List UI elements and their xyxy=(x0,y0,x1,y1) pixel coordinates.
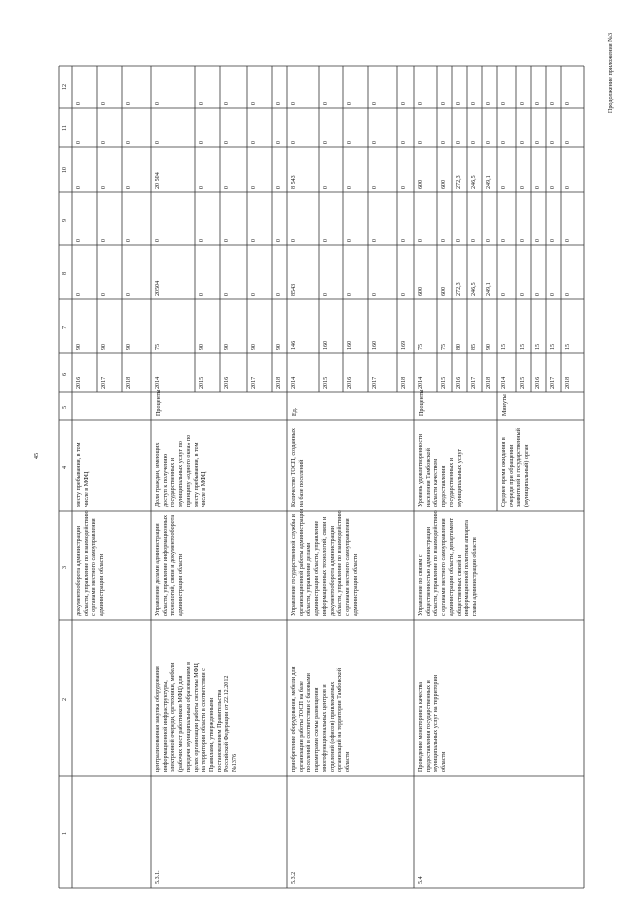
header-note: Продолжение приложения №3 xyxy=(606,32,614,114)
value-cell: 0 xyxy=(471,238,477,242)
value-cell: 0 xyxy=(126,101,132,105)
activity-name: передачи муниципальным образованиям в xyxy=(185,662,192,772)
value-cell: 0 xyxy=(347,292,353,296)
year-cell: 2017 xyxy=(372,376,378,389)
year-cell: 2014 xyxy=(501,376,507,389)
value-cell: 0 xyxy=(101,140,107,144)
value-cell: 0 xyxy=(565,185,571,189)
value-cell: 0 xyxy=(199,292,205,296)
year-cell: 2014 xyxy=(418,376,424,389)
executor: с органами местного самоуправления xyxy=(91,518,98,616)
column-number-8: 8 xyxy=(62,271,68,275)
activity-name: отделений (офисов) привлекаемых xyxy=(329,681,336,772)
value-cell: 0 xyxy=(251,101,257,105)
executor: главы администрации области xyxy=(471,537,478,616)
value-cell: 0 xyxy=(550,238,556,242)
value-cell: 90 xyxy=(251,343,257,350)
value-cell: 0 xyxy=(372,101,378,105)
activity-name: поселений в соответствии с базовыми xyxy=(306,673,313,772)
column-number-9: 9 xyxy=(62,218,68,222)
activity-name: целях организации работы системы МФЦ xyxy=(193,663,200,772)
indicator-name: очереди при обращении xyxy=(508,444,515,507)
executor: Управление делами администрации xyxy=(155,523,161,616)
column-number-5: 5 xyxy=(62,405,68,409)
value-cell: 15 xyxy=(535,343,541,350)
value-cell: 0 xyxy=(456,140,462,144)
year-cell: 2016 xyxy=(535,376,541,389)
value-cell: 600 xyxy=(441,179,447,189)
indicator-name: (муниципальный) орган xyxy=(524,444,531,507)
column-number-11: 11 xyxy=(62,124,68,131)
value-cell: 0 xyxy=(486,238,492,242)
value-cell: 0 xyxy=(251,238,257,242)
activity-name: организаций на территории Тамбовской xyxy=(337,668,344,772)
value-cell: 272,3 xyxy=(456,175,462,189)
row-number: 5.4 xyxy=(418,876,424,884)
year-cell: 2017 xyxy=(550,376,556,389)
value-cell: 0 xyxy=(441,140,447,144)
executor: информационных технологий, связи и xyxy=(321,516,328,616)
value-cell: 0 xyxy=(291,238,297,242)
value-cell: 0 xyxy=(76,140,82,144)
value-cell: 0 xyxy=(347,185,353,189)
value-cell: 600 xyxy=(441,286,447,296)
value-cell: 0 xyxy=(550,140,556,144)
indicator-name: заявителей в государственный xyxy=(516,428,523,507)
executor: документооборота администрации xyxy=(76,525,82,616)
year-cell: 2018 xyxy=(401,376,407,389)
value-cell: 0 xyxy=(224,292,230,296)
value-cell: 272,3 xyxy=(456,282,462,296)
value-cell: 160 xyxy=(323,340,329,350)
column-number-7: 7 xyxy=(62,325,68,329)
value-cell: 0 xyxy=(126,292,132,296)
executor: области, управление по взаимодействию xyxy=(433,510,440,616)
value-cell: 0 xyxy=(401,238,407,242)
indicator-name: Среднее время ожидания в xyxy=(501,437,507,507)
indicator-name: предоставления xyxy=(441,465,448,507)
value-cell: 0 xyxy=(101,185,107,189)
value-cell: 0 xyxy=(224,185,230,189)
activity-name: информационной инфраструктуры, xyxy=(162,680,169,772)
year-cell: 2017 xyxy=(101,376,107,389)
value-cell: 0 xyxy=(276,140,282,144)
value-cell: 0 xyxy=(199,101,205,105)
indicator-name: принципу «одного окна» по xyxy=(185,434,192,507)
activity-name: Проведение мониторинга качества xyxy=(418,682,424,772)
column-number-3: 3 xyxy=(62,565,68,569)
year-cell: 2018 xyxy=(565,376,571,389)
value-cell: 0 xyxy=(501,101,507,105)
value-cell: 0 xyxy=(456,238,462,242)
value-cell: 0 xyxy=(126,140,132,144)
executor: области, управление по взаимодействию xyxy=(83,510,90,616)
activity-name: Российской Федерации от 22.12.2012 xyxy=(224,675,231,772)
indicator-name: Доля граждан, имеющих xyxy=(155,442,161,507)
value-cell: 0 xyxy=(101,101,107,105)
value-cell: 90 xyxy=(224,343,230,350)
value-cell: 0 xyxy=(550,185,556,189)
executor: администрации области, управление xyxy=(314,520,321,616)
year-cell: 2016 xyxy=(456,376,462,389)
year-cell: 2016 xyxy=(76,376,82,389)
value-cell: 0 xyxy=(520,238,526,242)
indicator-name: числе в МФЦ xyxy=(201,471,208,507)
indicator-name: доступ к получению xyxy=(162,453,169,507)
value-cell: 0 xyxy=(199,238,205,242)
value-cell: 0 xyxy=(76,185,82,189)
activity-name: приобретение оборудования, мебели для xyxy=(291,666,297,772)
value-cell: 20 504 xyxy=(155,172,161,189)
activity-name: электронной очереди, оргтехники, мебели xyxy=(170,662,177,772)
year-cell: 2014 xyxy=(155,376,161,389)
executor: документооборота администрации xyxy=(329,525,336,616)
indicator-name: государственных и xyxy=(448,457,455,507)
value-cell: 246,5 xyxy=(471,282,477,296)
executor: технологий, связи и документооборота xyxy=(170,514,177,616)
value-cell: 0 xyxy=(323,292,329,296)
executor: с органами местного самоуправления xyxy=(441,518,448,616)
column-number-2: 2 xyxy=(62,697,68,701)
value-cell: 90 xyxy=(276,343,282,350)
executor: администрации области xyxy=(352,553,359,616)
activity-name: (рабочих мест работников МФЦ) для xyxy=(178,675,185,772)
value-cell: 600 xyxy=(418,286,424,296)
executor: общественностью администрации xyxy=(425,527,432,616)
value-cell: 249,1 xyxy=(486,175,492,189)
value-cell: 249,1 xyxy=(486,282,492,296)
value-cell: 0 xyxy=(276,238,282,242)
value-cell: 0 xyxy=(101,238,107,242)
value-cell: 0 xyxy=(347,140,353,144)
activity-name: области xyxy=(344,751,351,772)
unit: Минуты xyxy=(502,394,508,416)
executor: информационной политики аппарата xyxy=(464,520,471,616)
value-cell: 600 xyxy=(418,179,424,189)
activity-name: области xyxy=(441,751,448,772)
value-cell: 0 xyxy=(347,238,353,242)
indicator-name: Уровень удовлетворенности xyxy=(418,434,424,507)
value-cell: 15 xyxy=(520,343,526,350)
year-cell: 2017 xyxy=(251,376,257,389)
column-number-4: 4 xyxy=(62,465,68,469)
value-cell: 0 xyxy=(501,185,507,189)
value-cell: 160 xyxy=(372,340,378,350)
value-cell: 75 xyxy=(418,343,424,350)
value-cell: 0 xyxy=(418,101,424,105)
value-cell: 0 xyxy=(276,101,282,105)
unit: Ед. xyxy=(292,407,298,416)
value-cell: 0 xyxy=(276,292,282,296)
indicator-name: населения Тамбовской xyxy=(425,448,432,507)
year-cell: 2015 xyxy=(441,376,447,389)
unit: Проценты xyxy=(419,389,425,416)
value-cell: 0 xyxy=(520,101,526,105)
activity-name: Правилами, утвержденными xyxy=(208,697,215,772)
indicator-name: месту пребывания, в том xyxy=(193,442,200,507)
executor: Управление государственной службы и xyxy=(291,514,297,616)
value-cell: 90 xyxy=(199,343,205,350)
value-cell: 0 xyxy=(501,238,507,242)
year-cell: 2015 xyxy=(199,376,205,389)
value-cell: 0 xyxy=(323,140,329,144)
value-cell: 0 xyxy=(501,140,507,144)
value-cell: 0 xyxy=(565,101,571,105)
year-cell: 2015 xyxy=(520,376,526,389)
executor: администрации области xyxy=(99,553,106,616)
indicator-name: месту пребывания, в том xyxy=(76,442,82,507)
value-cell: 0 xyxy=(418,140,424,144)
value-cell: 0 xyxy=(155,101,161,105)
executor: Управление по связям с xyxy=(418,554,424,616)
activity-name: №1376 xyxy=(232,753,238,772)
value-cell: 0 xyxy=(441,238,447,242)
column-number-6: 6 xyxy=(62,372,68,376)
value-cell: 0 xyxy=(565,292,571,296)
value-cell: 0 xyxy=(520,140,526,144)
value-cell: 0 xyxy=(418,238,424,242)
value-cell: 0 xyxy=(251,185,257,189)
activity-name: постановлением Правительства xyxy=(216,689,223,772)
value-cell: 20504 xyxy=(155,280,161,296)
value-cell: 0 xyxy=(155,238,161,242)
value-cell: 0 xyxy=(251,140,257,144)
value-cell: 0 xyxy=(535,140,541,144)
value-cell: 75 xyxy=(155,343,161,350)
year-cell: 2014 xyxy=(291,376,297,389)
value-cell: 0 xyxy=(501,292,507,296)
value-cell: 0 xyxy=(224,101,230,105)
value-cell: 169 xyxy=(401,340,407,350)
value-cell: 0 xyxy=(565,140,571,144)
executor: администрации области, департамент xyxy=(448,517,455,616)
value-cell: 0 xyxy=(323,185,329,189)
year-cell: 2017 xyxy=(471,376,477,389)
unit: Проценты xyxy=(156,389,162,416)
value-cell: 0 xyxy=(276,185,282,189)
value-cell: 0 xyxy=(251,292,257,296)
indicator-name: на базе поселений xyxy=(298,459,305,507)
value-cell: 0 xyxy=(291,140,297,144)
value-cell: 0 xyxy=(401,101,407,105)
value-cell: 0 xyxy=(550,101,556,105)
year-cell: 2018 xyxy=(276,376,282,389)
value-cell: 15 xyxy=(565,343,571,350)
value-cell: 0 xyxy=(323,101,329,105)
activity-name: предоставления государственных и xyxy=(425,680,432,772)
value-cell: 0 xyxy=(155,140,161,144)
year-cell: 2018 xyxy=(486,376,492,389)
column-number-10: 10 xyxy=(62,166,68,173)
value-cell: 0 xyxy=(101,292,107,296)
indicator-name: числе в МФЦ xyxy=(83,471,90,507)
value-cell: 0 xyxy=(372,140,378,144)
value-cell: 0 xyxy=(372,185,378,189)
value-cell: 8 543 xyxy=(291,175,297,189)
value-cell: 0 xyxy=(199,185,205,189)
executor: общественных связей и xyxy=(456,554,463,616)
value-cell: 0 xyxy=(126,185,132,189)
value-cell: 0 xyxy=(520,292,526,296)
value-cell: 80 xyxy=(456,343,462,350)
value-cell: 0 xyxy=(224,238,230,242)
value-cell: 0 xyxy=(224,140,230,144)
page-number: 45 xyxy=(32,452,40,460)
indicator-name: Количество ТОСП, созданных xyxy=(291,428,297,507)
executor: организационной работы администрации xyxy=(298,508,305,616)
indicator-name: государственных и xyxy=(170,457,177,507)
indicator-name: области качеством xyxy=(433,458,440,507)
value-cell: 85 xyxy=(471,343,477,350)
value-cell: 0 xyxy=(565,238,571,242)
executor: области, управление делами xyxy=(306,542,313,616)
year-cell: 2016 xyxy=(347,376,353,389)
value-cell: 0 xyxy=(535,238,541,242)
value-cell: 0 xyxy=(372,292,378,296)
value-cell: 8543 xyxy=(291,283,297,296)
value-cell: 0 xyxy=(401,185,407,189)
activity-name: на территории области в соответствии с xyxy=(201,668,208,772)
value-cell: 15 xyxy=(501,343,507,350)
value-cell: 0 xyxy=(76,238,82,242)
value-cell: 0 xyxy=(372,238,378,242)
value-cell: 0 xyxy=(535,292,541,296)
column-number-1: 1 xyxy=(62,831,68,835)
value-cell: 0 xyxy=(471,140,477,144)
value-cell: 146 xyxy=(291,340,297,350)
year-cell: 2016 xyxy=(224,376,230,389)
value-cell: 90 xyxy=(126,343,132,350)
value-cell: 15 xyxy=(550,343,556,350)
year-cell: 2018 xyxy=(126,376,132,389)
value-cell: 0 xyxy=(291,101,297,105)
value-cell: 0 xyxy=(456,101,462,105)
activity-name: муниципальных услуг на территории xyxy=(433,675,440,772)
activity-name: централизованная закупка оборудования xyxy=(155,666,161,772)
activity-name: организации работы ТОСП на базе xyxy=(298,681,305,772)
value-cell: 0 xyxy=(535,101,541,105)
value-cell: 0 xyxy=(471,101,477,105)
value-cell: 246,5 xyxy=(471,175,477,189)
value-cell: 0 xyxy=(441,101,447,105)
value-cell: 0 xyxy=(347,101,353,105)
value-cell: 0 xyxy=(76,101,82,105)
activity-name: параметрами схемы размещения xyxy=(314,687,321,772)
value-cell: 160 xyxy=(347,340,353,350)
executor: с органами местного самоуправления xyxy=(344,518,351,616)
activity-name: многофункциональных центров и xyxy=(321,684,328,772)
column-number-12: 12 xyxy=(62,83,68,90)
value-cell: 0 xyxy=(126,238,132,242)
executor: администрации области xyxy=(178,553,185,616)
value-cell: 90 xyxy=(101,343,107,350)
value-cell: 0 xyxy=(520,185,526,189)
value-cell: 90 xyxy=(76,343,82,350)
value-cell: 90 xyxy=(486,343,492,350)
value-cell: 75 xyxy=(441,343,447,350)
indicator-name: муниципальных услуг по xyxy=(178,441,185,507)
value-cell: 0 xyxy=(199,140,205,144)
year-cell: 2015 xyxy=(323,376,329,389)
value-cell: 0 xyxy=(535,185,541,189)
value-cell: 0 xyxy=(486,140,492,144)
value-cell: 0 xyxy=(550,292,556,296)
indicator-name: муниципальных услуг xyxy=(456,448,463,507)
executor: области, управление по взаимодействию xyxy=(337,510,344,616)
row-number: 5.3.1. xyxy=(155,870,161,884)
value-cell: 0 xyxy=(323,238,329,242)
value-cell: 0 xyxy=(76,292,82,296)
value-cell: 0 xyxy=(486,101,492,105)
executor: области, управление информационных xyxy=(162,515,169,616)
value-cell: 0 xyxy=(401,292,407,296)
value-cell: 0 xyxy=(401,140,407,144)
row-number: 5.3.2 xyxy=(291,871,297,884)
